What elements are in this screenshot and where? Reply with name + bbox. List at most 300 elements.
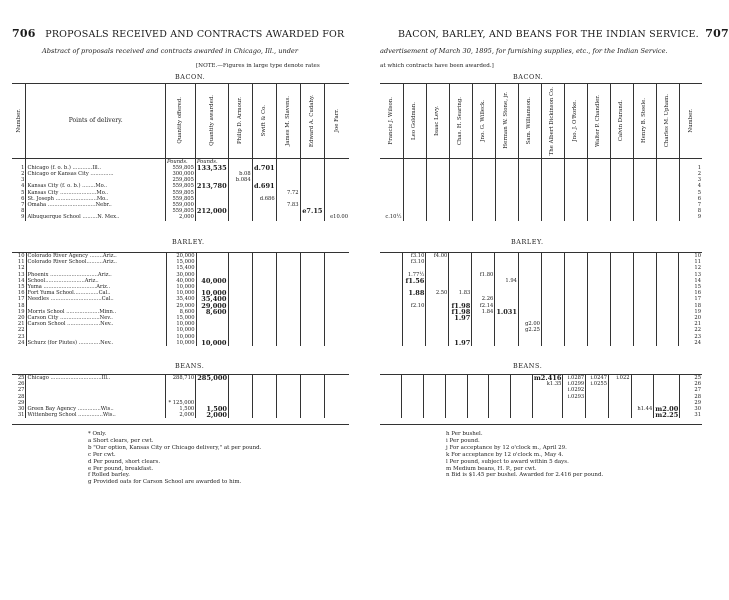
bid-cell xyxy=(300,340,324,346)
qty-offered-cell: 15,000 xyxy=(166,259,196,265)
bid-cell: f3.10 xyxy=(403,253,426,259)
qty-offered-cell: 559,805 xyxy=(165,208,195,214)
bid-cell: f3.10 xyxy=(403,259,426,265)
footnote-line: m Medium beans, H. P., per cwt. xyxy=(446,465,537,472)
qty-offered-cell: 10,000 xyxy=(166,340,196,346)
place-cell: Schurz (for Piutes) .............Nev.. xyxy=(26,340,166,346)
bid-cell: i.0255 xyxy=(586,381,609,387)
right-running-head xyxy=(398,27,729,40)
qty-offered-cell: 20,000 xyxy=(166,253,196,259)
header-bidder-label: Leo Goldman. xyxy=(411,101,418,140)
right-beans-title: BEANS. xyxy=(513,362,543,370)
bid-cell: i.0287 xyxy=(563,375,586,381)
bid-cell: i.0299 xyxy=(563,381,586,387)
header-bidder-label: Charles M. Upham. xyxy=(664,94,671,148)
header-bidder xyxy=(380,84,403,158)
number-cell: 25 xyxy=(680,375,702,381)
number-cell: 10 xyxy=(679,253,702,259)
right-note: at which contracts have been awarded.] xyxy=(380,63,494,69)
bid-cell xyxy=(532,412,563,418)
number-cell: 4 xyxy=(679,183,702,189)
header-bidder xyxy=(426,84,449,158)
bid-cell xyxy=(228,340,252,346)
place-cell: St. Joseph .........................Mo.. xyxy=(26,196,166,202)
qty-offered-cell: 288,710 xyxy=(166,375,196,381)
header-bidder xyxy=(610,84,633,158)
blank-cell xyxy=(449,158,472,165)
bid-cell: f4.00 xyxy=(426,253,449,259)
number-cell: 8 xyxy=(679,208,702,214)
place-cell: Chicago or Kansas City .............. xyxy=(26,171,166,177)
qty-offered-cell: 559,805 xyxy=(165,165,195,171)
header-bidder-label: Isaac Levy. xyxy=(434,105,441,136)
qty-offered-cell: 30,000 xyxy=(166,272,196,278)
number-cell: 24 xyxy=(679,340,702,346)
number-cell: 30 xyxy=(680,406,702,412)
blank-cell xyxy=(633,158,656,165)
table-row xyxy=(12,412,349,418)
bid-cell xyxy=(495,214,518,220)
right-header-row xyxy=(380,84,702,158)
bid-cell xyxy=(324,340,349,346)
footnote-line: * Only. xyxy=(88,431,107,437)
bid-cell xyxy=(609,412,632,418)
number-cell: 28 xyxy=(17,393,25,400)
bid-cell xyxy=(541,214,564,220)
table-row xyxy=(12,190,349,196)
bid-cell xyxy=(495,340,519,346)
table-row xyxy=(380,412,702,418)
number-cell: 19 xyxy=(679,309,702,315)
number-cell: 12 xyxy=(17,265,25,272)
left-footnotes xyxy=(88,431,261,486)
bid-cell xyxy=(380,340,403,346)
header-number-label: Number. xyxy=(687,108,694,133)
bid-cell: g2.25 xyxy=(518,327,541,333)
number-cell: 15 xyxy=(679,284,702,290)
bid-cell xyxy=(426,340,449,346)
bid-cell xyxy=(402,412,424,418)
bid-cell xyxy=(656,214,679,220)
blank-cell xyxy=(426,158,449,165)
place-cell: Fort Yuma School...............Cal.. xyxy=(26,290,166,296)
header-bidder xyxy=(449,84,472,158)
left-running-head xyxy=(12,27,344,40)
bid-cell xyxy=(276,214,300,220)
bid-cell xyxy=(403,340,426,346)
number-cell: 16 xyxy=(679,290,702,296)
qty-offered-cell: 259,805 xyxy=(165,177,195,183)
place-cell: Colorado River Agency ........Ariz.. xyxy=(26,253,166,259)
qty-awarded-cell: 10,000 xyxy=(196,340,228,346)
bid-cell xyxy=(656,340,679,346)
number-cell: 5 xyxy=(679,190,702,196)
table-row xyxy=(380,340,702,346)
header-bidder-label: Herman W. Stone, jr. xyxy=(503,92,510,150)
footnote-line: n Bid is $1.45 per bushel. Awarded for 2.416 per pound. xyxy=(446,472,604,479)
blank-cell xyxy=(656,158,679,165)
header-bidder xyxy=(587,84,610,158)
header-bidder xyxy=(564,84,587,158)
header-bidder: Edward A. Cudahy. xyxy=(300,84,324,158)
qty-awarded-cell: 8,600 xyxy=(196,309,228,315)
left-note: [NOTE.—Figures in large type denote rates xyxy=(196,63,320,69)
qty-offered-cell: 1,500 xyxy=(166,406,196,412)
bid-cell: f1.80 xyxy=(472,272,495,278)
header-number xyxy=(679,84,702,158)
number-cell: 26 xyxy=(17,381,25,388)
bid-cell xyxy=(610,340,633,346)
right-proposals-table xyxy=(380,84,702,221)
header-bidder-label: Francis J. Wilson. xyxy=(388,97,395,145)
header-bidder-label: Chas. H. Searing. xyxy=(457,96,464,145)
qty-offered-cell: 300,000 xyxy=(165,171,195,177)
bid-cell xyxy=(324,158,349,165)
bid-cell xyxy=(489,412,511,418)
number-cell: 6 xyxy=(679,196,702,202)
qty-offered-cell: 35,400 xyxy=(166,296,196,302)
header-bidder-label: Henry B. Steele. xyxy=(641,98,648,144)
header-bidder-label: Jno. G. Willeck. xyxy=(480,99,487,142)
number-cell: 31 xyxy=(680,412,702,418)
bid-cell: e7.15 xyxy=(300,208,324,214)
bid-cell: m2.00 xyxy=(655,405,679,414)
header-bidder: Philip D. Armour. xyxy=(228,84,252,158)
number-cell: 25 xyxy=(17,375,25,381)
place-cell xyxy=(26,158,166,165)
footnote-line: i Per pound. xyxy=(446,437,480,444)
qty-offered-cell: 40,000 xyxy=(166,278,196,284)
number-cell: 14 xyxy=(679,278,702,284)
units-row xyxy=(12,158,349,165)
qty-offered-cell: 8,600 xyxy=(166,309,196,315)
number-cell: 16 xyxy=(17,290,25,297)
footnote-line: k For acceptance by 12 o'clock m., May 4. xyxy=(446,451,564,458)
number-cell: 29 xyxy=(17,399,25,406)
qty-offered-cell: 10,000 xyxy=(166,290,196,296)
number-cell: 17 xyxy=(17,296,25,303)
bid-cell xyxy=(631,412,654,418)
bid-cell: 7.83 xyxy=(276,202,300,208)
bid-cell xyxy=(300,214,324,220)
qty-offered-cell: 559,805 xyxy=(165,183,195,189)
header-bidder-label: The Albert Dickinson Co. xyxy=(549,86,556,155)
qty-awarded-cell xyxy=(195,214,228,220)
place-cell: Colorado River School..........Ariz.. xyxy=(26,259,166,265)
footnote-line: d Per pound, short clears. xyxy=(88,458,161,465)
header-bidder: Joe Farr. xyxy=(324,84,349,158)
qty-awarded-cell: 29,000 xyxy=(196,303,228,309)
number-cell: 27 xyxy=(680,387,702,393)
bid-cell xyxy=(228,158,252,165)
number-cell: 3 xyxy=(679,177,702,183)
footnote-line: f Rolled barley. xyxy=(88,472,130,479)
left-barley-table xyxy=(12,253,349,346)
number-cell: 22 xyxy=(17,327,25,334)
qty-offered-cell: 10,000 xyxy=(166,321,196,327)
bid-cell: 1.97 xyxy=(449,315,472,321)
left-proposals-table xyxy=(12,84,349,221)
number-cell: 1 xyxy=(679,165,702,171)
bid-cell xyxy=(586,412,609,418)
qty-awarded-cell: 133,535 xyxy=(196,163,227,172)
number-cell: 24 xyxy=(17,339,25,346)
header-bidder: Swift & Co. xyxy=(252,84,276,158)
number-cell: 4 xyxy=(21,183,25,190)
right-page-number: 707 xyxy=(705,27,729,40)
unit-cell: Pounds. xyxy=(165,158,195,165)
bid-cell: d.701 xyxy=(253,163,275,172)
blank-cell xyxy=(472,158,495,165)
place-cell: Chicago ...............................Ill.. xyxy=(26,375,166,381)
blank-cell xyxy=(679,158,702,165)
bid-cell xyxy=(229,412,253,418)
place-cell: Carson City ........................Nev.. xyxy=(26,315,166,321)
bid-cell xyxy=(449,214,472,220)
qty-offered-cell: * 125,000 xyxy=(166,400,196,406)
bid-cell: f1.56 xyxy=(403,278,426,284)
number-cell: 21 xyxy=(679,321,702,327)
bid-cell: b.084 xyxy=(228,177,252,183)
bid-cell xyxy=(276,412,300,418)
footnote-line: j For acceptance by 12 o'clock m., April 29. xyxy=(446,444,567,451)
qty-awarded-cell: 10,000 xyxy=(196,290,228,296)
qty-awarded-cell: 2,000 xyxy=(196,412,229,418)
qty-offered-cell: 559,805 xyxy=(165,196,195,202)
place-cell: Chicago (f. o. b.) ............Ill.. xyxy=(26,165,166,171)
number-cell: 18 xyxy=(679,303,702,309)
bid-cell xyxy=(472,340,495,346)
table-row xyxy=(12,340,349,346)
right-running-head-text: BACON, BARLEY, AND BEANS FOR THE INDIAN SERVICE. xyxy=(398,29,699,40)
left-running-head-text: PROPOSALS RECEIVED AND CONTRACTS AWARDED FOR xyxy=(45,29,345,40)
footnote-line: c Per cwt. xyxy=(88,451,116,458)
bid-cell xyxy=(252,214,276,220)
place-cell: Needles ...............................Cal.. xyxy=(26,296,166,302)
bid-cell xyxy=(228,214,252,220)
footnote-line: h Per bushel. xyxy=(446,431,483,437)
number-cell: 21 xyxy=(17,321,25,328)
bid-cell xyxy=(564,340,587,346)
spacer-row xyxy=(380,158,702,165)
blank-cell xyxy=(564,158,587,165)
bid-cell: c.10½ xyxy=(385,214,402,221)
header-bidder xyxy=(472,84,495,158)
bid-cell: e10.00 xyxy=(324,214,349,220)
header-bidder xyxy=(656,84,679,158)
place-cell: Morris School ....................Minn.. xyxy=(26,309,166,315)
bid-cell: f1.98 xyxy=(449,303,472,309)
bid-cell: m2.416 xyxy=(533,374,562,382)
bid-cell: d.686 xyxy=(252,196,276,202)
number-cell: 1 xyxy=(21,164,25,171)
header-bidder xyxy=(541,84,564,158)
left-page-number: 706 xyxy=(12,27,36,40)
place-cell: Carson School ....................Nev.. xyxy=(26,321,166,327)
place-cell: Kansas City ......................Mo.. xyxy=(26,190,166,196)
bid-cell xyxy=(511,412,533,418)
left-barley-title: BARLEY. xyxy=(172,238,205,246)
number-cell: 9 xyxy=(679,214,702,220)
footnote-line: b "Our option, Kansas City or Chicago delivery," at per pound. xyxy=(88,444,262,451)
number-cell: 18 xyxy=(17,302,25,309)
qty-offered-cell: 10,000 xyxy=(166,334,196,340)
bid-cell: d.691 xyxy=(253,182,275,191)
left-beans-table xyxy=(12,375,349,418)
bid-cell: 1.83 xyxy=(449,290,472,296)
number-cell: 3 xyxy=(21,177,25,184)
number-cell: 26 xyxy=(680,381,702,387)
footnote-line: a Short clears, per cwt. xyxy=(88,437,154,444)
bid-cell xyxy=(633,340,656,346)
right-barley-table xyxy=(380,253,702,346)
number-cell: 2 xyxy=(21,170,25,177)
qty-offered-cell: 2,000 xyxy=(165,214,195,220)
bid-cell xyxy=(563,412,586,418)
qty-offered-cell: 15,400 xyxy=(166,265,196,271)
place-cell: Wittenberg School ...............Wis.. xyxy=(26,412,166,418)
number-cell: 11 xyxy=(17,259,25,266)
number-cell: 14 xyxy=(17,277,25,284)
footnote-line: l Per pound, subject to award within 5 days. xyxy=(446,458,569,465)
blank-cell xyxy=(518,158,541,165)
number-cell: 11 xyxy=(679,259,702,265)
bid-cell: f2.10 xyxy=(403,303,426,309)
bid-cell xyxy=(467,412,489,418)
bid-cell: f1.98 xyxy=(449,309,472,315)
number-cell: 7 xyxy=(21,201,25,208)
blank-cell xyxy=(541,158,564,165)
number-cell: 19 xyxy=(17,308,25,315)
right-barley-title: BARLEY. xyxy=(511,238,544,246)
number-cell: 23 xyxy=(17,333,25,340)
header-bidder-label: Walter P. Chandler. xyxy=(595,94,602,147)
number-cell: 10 xyxy=(17,253,25,259)
qty-offered-cell: 559,805 xyxy=(165,190,195,196)
bid-cell xyxy=(324,412,349,418)
number-cell: 20 xyxy=(679,315,702,321)
qty-offered-cell: 10,000 xyxy=(166,284,196,290)
bid-cell xyxy=(403,214,426,220)
place-cell: School........................Ariz.. xyxy=(26,278,166,284)
place-cell: Phoenix .............................Ariz.. xyxy=(26,272,166,278)
bid-cell: 1.88 xyxy=(403,290,426,296)
header-number: Number. xyxy=(12,84,26,158)
number-cell: 30 xyxy=(17,406,25,413)
number-cell: 29 xyxy=(680,400,702,406)
blank-cell xyxy=(587,158,610,165)
number-cell: 13 xyxy=(679,272,702,278)
right-subtitle: advertisement of March 30, 1895, for furnishing supplies, etc., for the Indian Service. xyxy=(380,47,668,55)
number-cell: 2 xyxy=(679,171,702,177)
number-cell: 8 xyxy=(21,208,25,215)
qty-awarded-cell: 1,500 xyxy=(196,406,229,412)
table-row xyxy=(380,214,702,220)
bid-cell xyxy=(252,340,276,346)
number-cell: 17 xyxy=(679,296,702,302)
qty-awarded-cell: 212,000 xyxy=(196,207,227,216)
number-cell: 20 xyxy=(17,315,25,322)
qty-offered-cell: 10,000 xyxy=(166,327,196,333)
bid-cell: h1.44 xyxy=(631,406,654,412)
header-points: Points of delivery. xyxy=(26,84,166,158)
bid-cell xyxy=(445,412,467,418)
qty-offered-cell: 29,000 xyxy=(166,303,196,309)
header-qty-offered: Quantity offered. xyxy=(165,84,195,158)
number-cell: 5 xyxy=(21,189,25,196)
left-bacon-title: BACON. xyxy=(175,73,206,81)
bid-cell xyxy=(276,340,300,346)
place-cell: Albuquerque School .........N. Mex.. xyxy=(26,214,166,220)
footnote-line: e Per pound, breakfast. xyxy=(88,465,154,472)
bid-cell: k1.35 xyxy=(532,381,563,387)
bid-cell: 2.26 xyxy=(472,296,495,302)
bid-cell: 1.77½ xyxy=(403,272,426,278)
header-qty-awarded: Quantity awarded. xyxy=(195,84,228,158)
header-bidder-label: Calvin Durand. xyxy=(618,100,625,142)
number-cell: 22 xyxy=(679,327,702,333)
qty-awarded-cell: 40,000 xyxy=(196,278,228,284)
bid-cell xyxy=(518,214,541,220)
header-bidder-label: Sam. Williamson. xyxy=(526,97,533,145)
right-footnotes xyxy=(446,431,603,479)
qty-awarded-cell: 213,780 xyxy=(196,182,227,191)
bid-cell: m2.25 xyxy=(655,411,679,420)
left-subtitle: Abstract of proposals received and contracts awarded in Chicago, Ill., under xyxy=(42,47,298,55)
blank-cell xyxy=(403,158,426,165)
bid-cell: 1.84 xyxy=(472,309,495,315)
qty-offered-cell: 15,000 xyxy=(166,315,196,321)
number-cell: 23 xyxy=(679,334,702,340)
bid-cell xyxy=(276,158,300,165)
bid-cell xyxy=(252,412,276,418)
bid-cell xyxy=(472,214,495,220)
bid-cell: i.022 xyxy=(609,375,632,381)
bid-cell: 2.50 xyxy=(426,290,449,296)
qty-offered-cell: 2,000 xyxy=(166,412,196,418)
rule xyxy=(12,424,349,425)
qty-offered-cell: 559,000 xyxy=(165,202,195,208)
bid-cell xyxy=(587,214,610,220)
place-cell: Kansas City (f. o. b.) ........Mo.. xyxy=(26,183,166,189)
number-cell: 28 xyxy=(680,394,702,400)
blank-cell xyxy=(610,158,633,165)
bid-cell xyxy=(426,214,449,220)
place-cell: Yuma ................................Ariz.. xyxy=(26,284,166,290)
header-bidder xyxy=(633,84,656,158)
bid-cell xyxy=(564,214,587,220)
number-cell: 15 xyxy=(17,284,25,291)
left-beans-title: BEANS. xyxy=(175,362,205,370)
number-cell: 6 xyxy=(21,195,25,202)
bid-cell: 1.031 xyxy=(496,307,517,316)
bid-cell xyxy=(541,340,564,346)
bid-cell xyxy=(300,412,324,418)
bid-cell xyxy=(587,340,610,346)
bid-cell xyxy=(380,412,402,418)
place-cell: Omaha .............................Nebr.. xyxy=(26,202,166,208)
bid-cell: 1.94 xyxy=(495,278,519,284)
bid-cell: 1.97 xyxy=(449,340,472,346)
number-cell: 27 xyxy=(17,387,25,394)
bid-cell: i.0247 xyxy=(586,375,609,381)
bid-cell xyxy=(518,340,541,346)
number-cell: 13 xyxy=(17,271,25,278)
place-cell: Green Bay Agency ..............Wis.. xyxy=(26,406,166,412)
number-cell xyxy=(12,158,26,165)
left-header-row xyxy=(12,84,349,158)
header-bidder xyxy=(495,84,518,158)
